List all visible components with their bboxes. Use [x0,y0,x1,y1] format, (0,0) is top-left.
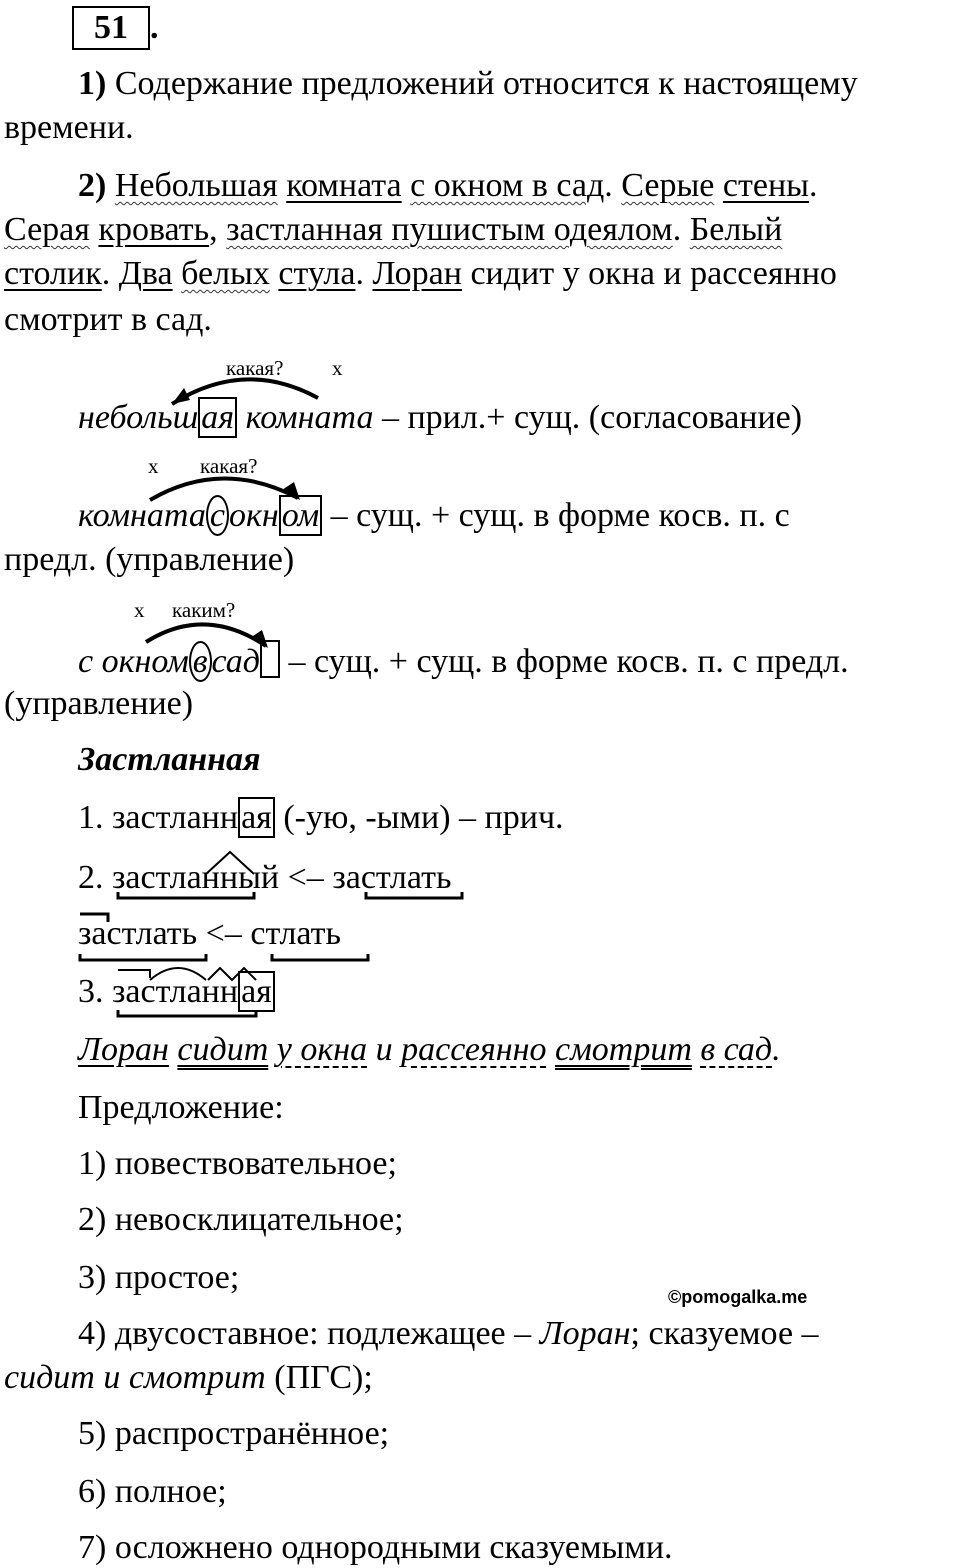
sentence-adverbial1: у окна [276,1031,368,1068]
step2-arrow: <– [279,859,333,896]
step2b-word1: застлать [78,915,198,952]
phrase3-word-b: сад [211,643,260,680]
word-s-oknom-v-sad: с окном в сад [410,167,605,204]
feature-1: 1) повествовательное; [78,1145,397,1182]
phrase3-line1 [78,640,849,682]
phrase1-word-b: комната [245,399,374,436]
phrase3-question: каким? [172,598,236,622]
feature-4-line2 [4,1358,373,1398]
step1-word: 1. застланн [78,799,239,836]
phrase3-word-a: с окном [78,643,189,680]
phrase2-word-b: окн [228,497,279,534]
base-bracket-zastlat-2 [80,954,206,960]
feature-4-type: (ПГС); [265,1359,373,1396]
analysis-step2 [78,858,451,898]
phrase2-word-a: комната [78,497,206,534]
step3-word: застланн [112,973,239,1010]
phrase2-x-mark: х [148,454,159,478]
phrase3-null-ending-box [260,640,280,678]
sentence-conjunction: и [367,1031,402,1068]
word-zastlannaya-phrase: застланная пушистым одеялом [226,211,673,248]
feature-4-subject: Лоран [539,1315,631,1352]
phrase2-preposition-circle: с [206,495,229,536]
phrase2-line1 [78,496,790,536]
para2-line1: 2) Небольшая комната с окном в сад. Серые стены. [78,167,818,204]
word-komnata: комната [286,167,402,204]
analyzed-sentence [78,1030,781,1070]
base-bracket-stlat [272,954,368,960]
watermark: ©pomogalka.me [668,1287,808,1307]
word-belyi: Белый [689,211,783,248]
analysis-step3 [78,972,275,1012]
analysis-title: Застланная [78,741,261,778]
phrase2-description: – сущ. + сущ. в форме косв. п. с [322,497,790,534]
para2-line2: Серая кровать, застланная пушистым одеялом. Белый [4,211,783,248]
analysis-step2b [78,914,341,954]
para1-number: 1) [78,65,107,102]
features-heading: Предложение: [78,1089,284,1126]
phrase1-x-mark: х [332,356,343,380]
step2-number: 2. [78,859,112,896]
para2-number: 2) [78,167,107,204]
phrase1-ending-box: ая [198,397,237,438]
feature-2: 2) невосклицательное; [78,1201,404,1238]
step1-forms: (-ую, -ыми) – прич. [274,799,564,836]
word-belykh: белых [181,255,270,292]
phrase1-description: – прил.+ сущ. (согласование) [373,399,803,436]
step3-number: 3. [78,973,112,1010]
phrase1-line [78,398,802,438]
word-loran: Лоран [372,255,462,292]
feature-6: 6) полное; [78,1473,227,1510]
phrase2-ending-box: ом [279,495,322,536]
feature-4-predicate: сидит и смотрит [4,1359,266,1396]
word-krovat: кровать [98,211,210,248]
para1-text: Содержание предложений относится к настоящему [114,65,858,102]
step2b-arrow: <– [197,915,251,952]
step2-word1: застланный [112,859,280,896]
step2b-word2: стлать [250,915,342,952]
phrase3-preposition-circle: в [189,641,212,682]
para2-tail: сидит у окна и рассеянно [470,255,837,292]
step3-ending-box: ая [238,971,275,1012]
feature-3: 3) простое; [78,1259,240,1296]
word-nebolshaya: Небольшая [114,167,278,204]
feature-7: 7) осложнено однородными сказуемыми. [78,1529,673,1566]
para2-line4: смотрит в сад. [4,301,212,338]
exercise-number-dot: . [150,9,159,46]
sentence-adverbial2: рассеянно [401,1031,547,1068]
phrase3-line2: (управление) [4,685,194,722]
para2-line3: столик. Два белых стула. Лоран сидит у окна и рассеянно [4,255,837,292]
para1-line2: времени. [4,109,134,146]
word-seraya: Серая [4,211,90,248]
feature-4-line1 [78,1314,819,1354]
phrase2-line2: предл. (управление) [4,541,295,578]
sentence-predicate2: смотрит [555,1031,692,1068]
analysis-step1 [78,798,564,838]
step1-ending-box: ая [238,797,275,838]
word-serye: Серые [621,167,715,204]
sentence-end: . [772,1031,781,1068]
word-steny: стены [722,167,809,204]
phrase1-question: какая? [226,356,284,380]
step2-word2: застлать [332,859,452,896]
word-stula: стула [278,255,356,292]
phrase2-question: какая? [200,454,258,478]
sentence-adverbial3: в сад [700,1031,773,1068]
feature-4-predicate-label: ; сказуемое – [630,1315,819,1352]
phrase1-word-a: небольш [78,399,199,436]
phrase3-x-mark: х [134,598,145,622]
sentence-predicate1: сидит [177,1031,269,1068]
word-dva: Два [118,255,173,292]
feature-5: 5) распространённое; [78,1415,390,1452]
feature-4-text: 4) двусоставное: подлежащее – [78,1315,540,1352]
exercise-number: 51 [94,9,128,46]
word-stolik: столик [4,255,102,292]
phrase3-description: – сущ. + сущ. в форме косв. п. с предл. [279,643,849,680]
sentence-subject: Лоран [78,1031,169,1068]
